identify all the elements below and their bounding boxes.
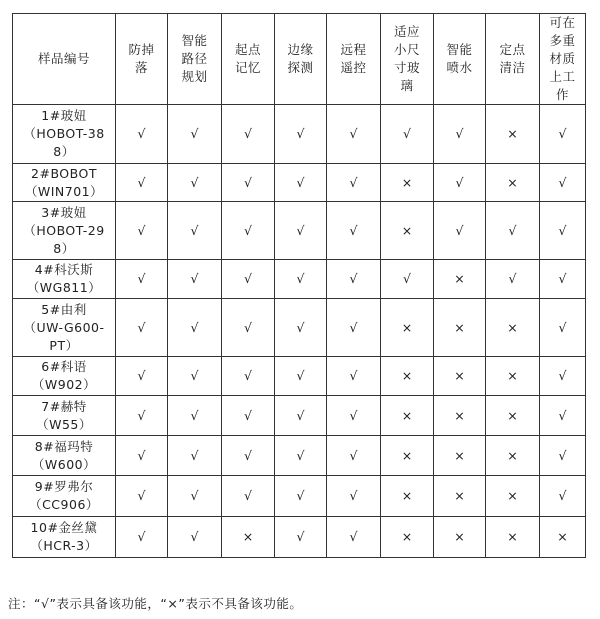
feature-mark-cell: √ (486, 202, 540, 260)
header-cell-edge-detection: 边缘 探测 (275, 14, 327, 105)
feature-mark-cell: × (486, 299, 540, 357)
feature-mark-cell: × (486, 396, 540, 436)
feature-mark-cell: √ (327, 260, 381, 299)
feature-mark-cell: √ (116, 299, 168, 357)
feature-mark-cell: √ (275, 164, 327, 202)
feature-mark-cell: × (434, 299, 486, 357)
feature-mark-cell: √ (275, 436, 327, 476)
feature-mark-cell: × (486, 476, 540, 517)
feature-mark-cell: √ (275, 396, 327, 436)
feature-mark-cell: √ (168, 202, 222, 260)
feature-mark-cell: √ (327, 299, 381, 357)
feature-mark-cell: × (381, 476, 434, 517)
sample-name-cell: 3#玻妞 （HOBOT-29 8） (13, 202, 116, 260)
sample-name-cell: 8#福玛特 （W600） (13, 436, 116, 476)
feature-mark-cell: √ (540, 202, 586, 260)
feature-mark-cell: √ (168, 299, 222, 357)
feature-mark-cell: √ (275, 105, 327, 164)
table-row (13, 396, 586, 436)
feature-mark-cell: √ (168, 436, 222, 476)
table-row (13, 164, 586, 202)
feature-mark-cell: × (486, 105, 540, 164)
sample-name-cell: 6#科语 （W902） (13, 357, 116, 396)
feature-mark-cell: √ (116, 357, 168, 396)
feature-mark-cell: √ (116, 396, 168, 436)
sample-name-cell: 4#科沃斯 （WG811） (13, 260, 116, 299)
feature-mark-cell: √ (168, 260, 222, 299)
feature-mark-cell: √ (168, 517, 222, 558)
header-cell-smart-spray: 智能 喷水 (434, 14, 486, 105)
feature-mark-cell: √ (540, 260, 586, 299)
feature-mark-cell: √ (327, 396, 381, 436)
feature-mark-cell: √ (222, 357, 275, 396)
sample-name-cell: 7#赫特 （W55） (13, 396, 116, 436)
feature-mark-cell: × (381, 299, 434, 357)
feature-mark-cell: √ (327, 436, 381, 476)
header-cell-multi-surface: 可在 多重 材质 上工 作 (540, 14, 586, 105)
feature-mark-cell: √ (327, 476, 381, 517)
feature-mark-cell: × (486, 517, 540, 558)
table-header-row (13, 14, 586, 105)
feature-mark-cell: × (381, 517, 434, 558)
feature-mark-cell: √ (116, 105, 168, 164)
feature-mark-cell: √ (275, 357, 327, 396)
table-row (13, 476, 586, 517)
feature-mark-cell: × (434, 396, 486, 436)
feature-mark-cell: √ (486, 260, 540, 299)
table-row (13, 436, 586, 476)
feature-mark-cell: √ (116, 436, 168, 476)
feature-mark-cell: √ (168, 105, 222, 164)
feature-mark-cell: √ (116, 517, 168, 558)
feature-mark-cell: √ (222, 260, 275, 299)
table-row (13, 299, 586, 357)
feature-mark-cell: √ (168, 396, 222, 436)
table-body (13, 105, 586, 558)
feature-mark-cell: × (486, 357, 540, 396)
feature-mark-cell: √ (327, 357, 381, 396)
sample-name-cell: 5#由利 （UW-G600- PT） (13, 299, 116, 357)
header-cell-remote-control: 远程 遥控 (327, 14, 381, 105)
feature-mark-cell: √ (434, 164, 486, 202)
feature-mark-cell: × (540, 517, 586, 558)
feature-mark-cell: √ (222, 164, 275, 202)
feature-mark-cell: × (381, 436, 434, 476)
header-cell-path-planning: 智能 路径 规划 (168, 14, 222, 105)
feature-mark-cell: × (434, 357, 486, 396)
feature-mark-cell: √ (327, 105, 381, 164)
feature-mark-cell: √ (540, 164, 586, 202)
feature-mark-cell: √ (222, 396, 275, 436)
header-cell-sample-id: 样品编号 (13, 14, 116, 105)
feature-mark-cell: √ (434, 105, 486, 164)
sample-name-cell: 2#BOBOT （WIN701） (13, 164, 116, 202)
feature-mark-cell: × (434, 517, 486, 558)
feature-mark-cell: √ (381, 105, 434, 164)
feature-mark-cell: √ (540, 476, 586, 517)
feature-mark-cell: √ (116, 164, 168, 202)
table-row (13, 260, 586, 299)
feature-mark-cell: √ (222, 436, 275, 476)
feature-mark-cell: √ (434, 202, 486, 260)
header-cell-anti-fall: 防掉 落 (116, 14, 168, 105)
feature-comparison-table (12, 13, 586, 558)
feature-mark-cell: √ (168, 164, 222, 202)
table-footnote: 注：“√”表示具备该功能，“×”表示不具备该功能。 (8, 596, 303, 611)
header-cell-spot-clean: 定点 清洁 (486, 14, 540, 105)
feature-mark-cell: √ (222, 105, 275, 164)
feature-mark-cell: √ (327, 517, 381, 558)
table-row (13, 105, 586, 164)
header-cell-start-memory: 起点 记忆 (222, 14, 275, 105)
feature-mark-cell: × (434, 260, 486, 299)
feature-mark-cell: √ (540, 299, 586, 357)
feature-mark-cell: √ (116, 260, 168, 299)
feature-mark-cell: √ (275, 299, 327, 357)
feature-mark-cell: √ (116, 202, 168, 260)
feature-mark-cell: √ (168, 476, 222, 517)
feature-mark-cell: × (434, 476, 486, 517)
feature-mark-cell: √ (275, 517, 327, 558)
sample-name-cell: 1#玻妞 （HOBOT-38 8） (13, 105, 116, 164)
feature-mark-cell: × (434, 436, 486, 476)
feature-mark-cell: × (486, 164, 540, 202)
feature-mark-cell: √ (275, 202, 327, 260)
header-cell-small-glass: 适应 小尺 寸玻 璃 (381, 14, 434, 105)
feature-mark-cell: √ (540, 436, 586, 476)
feature-mark-cell: × (381, 164, 434, 202)
feature-mark-cell: × (381, 357, 434, 396)
feature-mark-cell: × (381, 202, 434, 260)
feature-mark-cell: √ (222, 202, 275, 260)
feature-mark-cell: × (486, 436, 540, 476)
feature-mark-cell: √ (222, 476, 275, 517)
feature-mark-cell: √ (116, 476, 168, 517)
sample-name-cell: 9#罗弗尔 （CC906） (13, 476, 116, 517)
feature-mark-cell: √ (540, 105, 586, 164)
feature-mark-cell: √ (381, 260, 434, 299)
feature-mark-cell: √ (275, 260, 327, 299)
feature-mark-cell: √ (168, 357, 222, 396)
feature-mark-cell: √ (327, 164, 381, 202)
feature-mark-cell: √ (222, 299, 275, 357)
feature-mark-cell: √ (540, 396, 586, 436)
feature-mark-cell: √ (275, 476, 327, 517)
table-row (13, 202, 586, 260)
table-row (13, 517, 586, 558)
feature-mark-cell: √ (540, 357, 586, 396)
sample-name-cell: 10#金丝黛 （HCR-3） (13, 517, 116, 558)
table-row (13, 357, 586, 396)
feature-mark-cell: × (381, 396, 434, 436)
feature-mark-cell: × (222, 517, 275, 558)
feature-mark-cell: √ (327, 202, 381, 260)
